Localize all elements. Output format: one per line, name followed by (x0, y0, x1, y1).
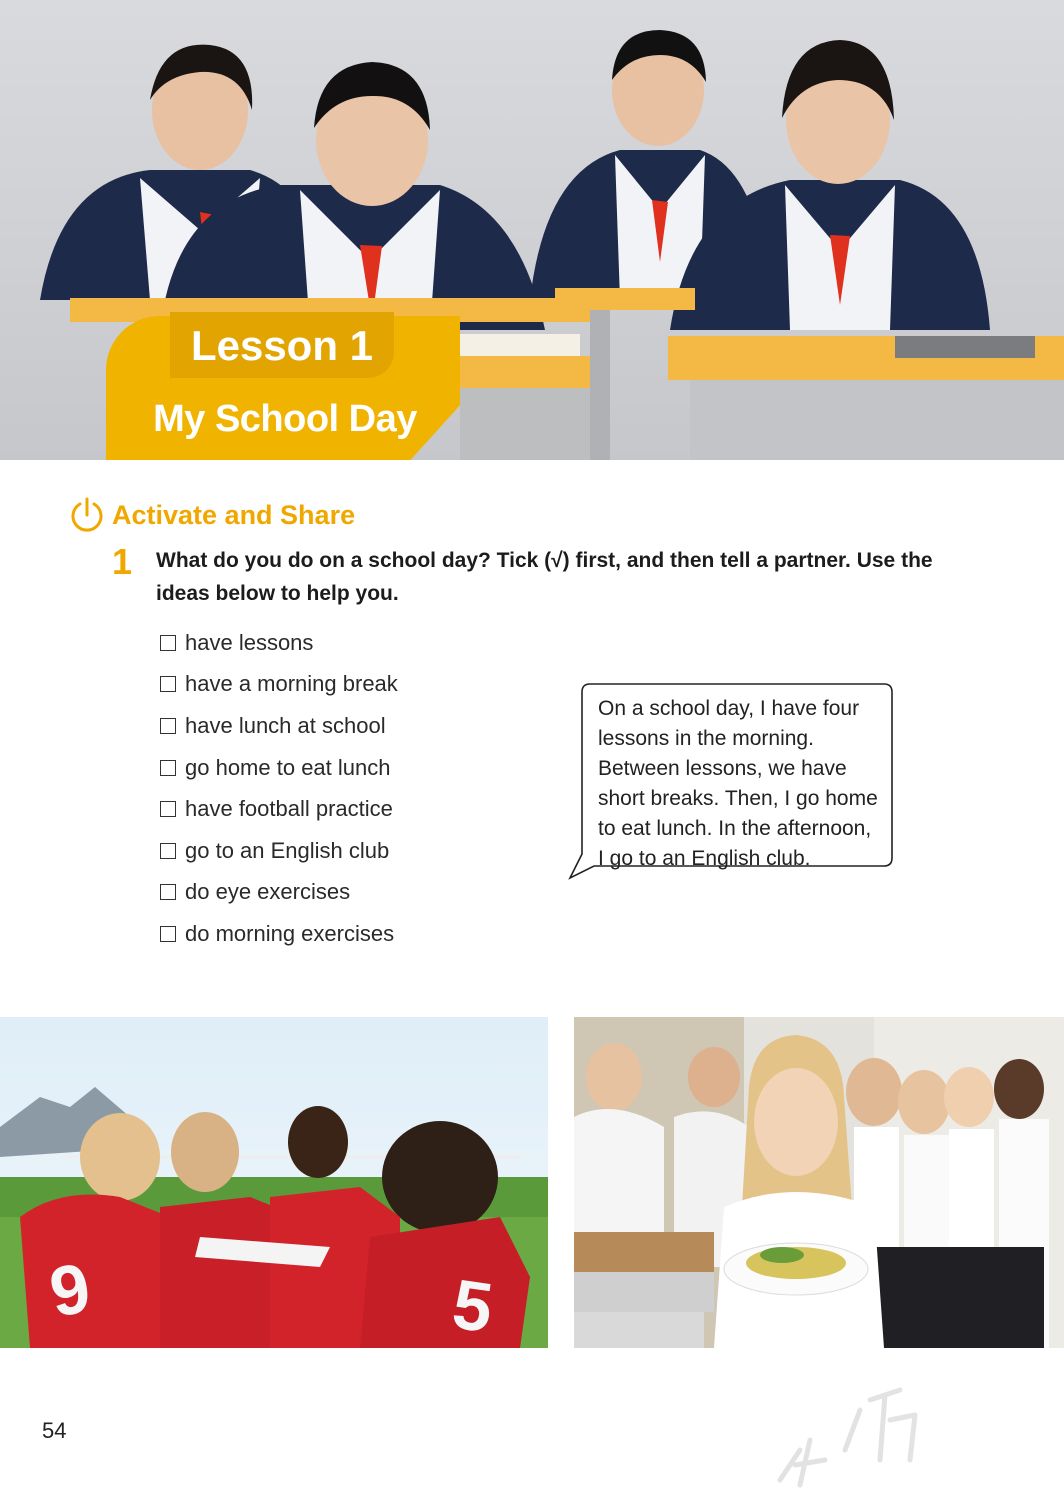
photo-football-team (0, 1017, 548, 1348)
checklist-label: go home to eat lunch (185, 754, 391, 780)
checkbox[interactable] (160, 884, 176, 900)
task-number: 1 (112, 541, 133, 582)
svg-text:9: 9 (44, 1248, 96, 1332)
checklist-label: have a morning break (185, 671, 398, 697)
list-item (160, 664, 398, 706)
watermark-stamp (740, 1330, 960, 1500)
checkbox[interactable] (160, 635, 176, 651)
checklist-label: go to an English club (185, 837, 390, 863)
list-item (160, 747, 398, 789)
list-item (160, 788, 398, 830)
list-item (160, 705, 398, 747)
page-number: 54 (42, 1418, 67, 1443)
list-item (160, 830, 398, 872)
task-instruction: What do you do on a school day? Tick (√) first, and then tell a partner. Use the ideas below to help you. (156, 549, 933, 605)
checkbox[interactable] (160, 843, 176, 859)
lesson-label: Lesson 1 (190, 322, 374, 369)
checkbox[interactable] (160, 760, 176, 776)
checklist (160, 622, 398, 955)
lesson-title: My School Day (153, 398, 417, 440)
power-icon (68, 496, 106, 534)
checkbox[interactable] (160, 718, 176, 734)
list-item (160, 913, 398, 955)
svg-text:5: 5 (447, 1264, 498, 1348)
checkbox[interactable] (160, 926, 176, 942)
list-item (160, 872, 398, 914)
section-heading: Activate and Share (112, 500, 356, 530)
checklist-label: have lessons (185, 629, 314, 655)
checklist-label: do morning exercises (185, 920, 395, 946)
speech-bubble-text: On a school day, I have four lessons in the morning. Between lessons, we have short breaks. Then, I go home to eat lunch. In the afternoon, I go to an English club. (598, 697, 878, 870)
checklist-label: have football practice (185, 796, 393, 822)
checkbox[interactable] (160, 676, 176, 692)
list-item (160, 622, 398, 664)
checklist-label: do eye exercises (185, 879, 351, 905)
photo-school-lunch (574, 1017, 1064, 1348)
checklist-label: have lunch at school (185, 712, 386, 738)
checkbox[interactable] (160, 801, 176, 817)
